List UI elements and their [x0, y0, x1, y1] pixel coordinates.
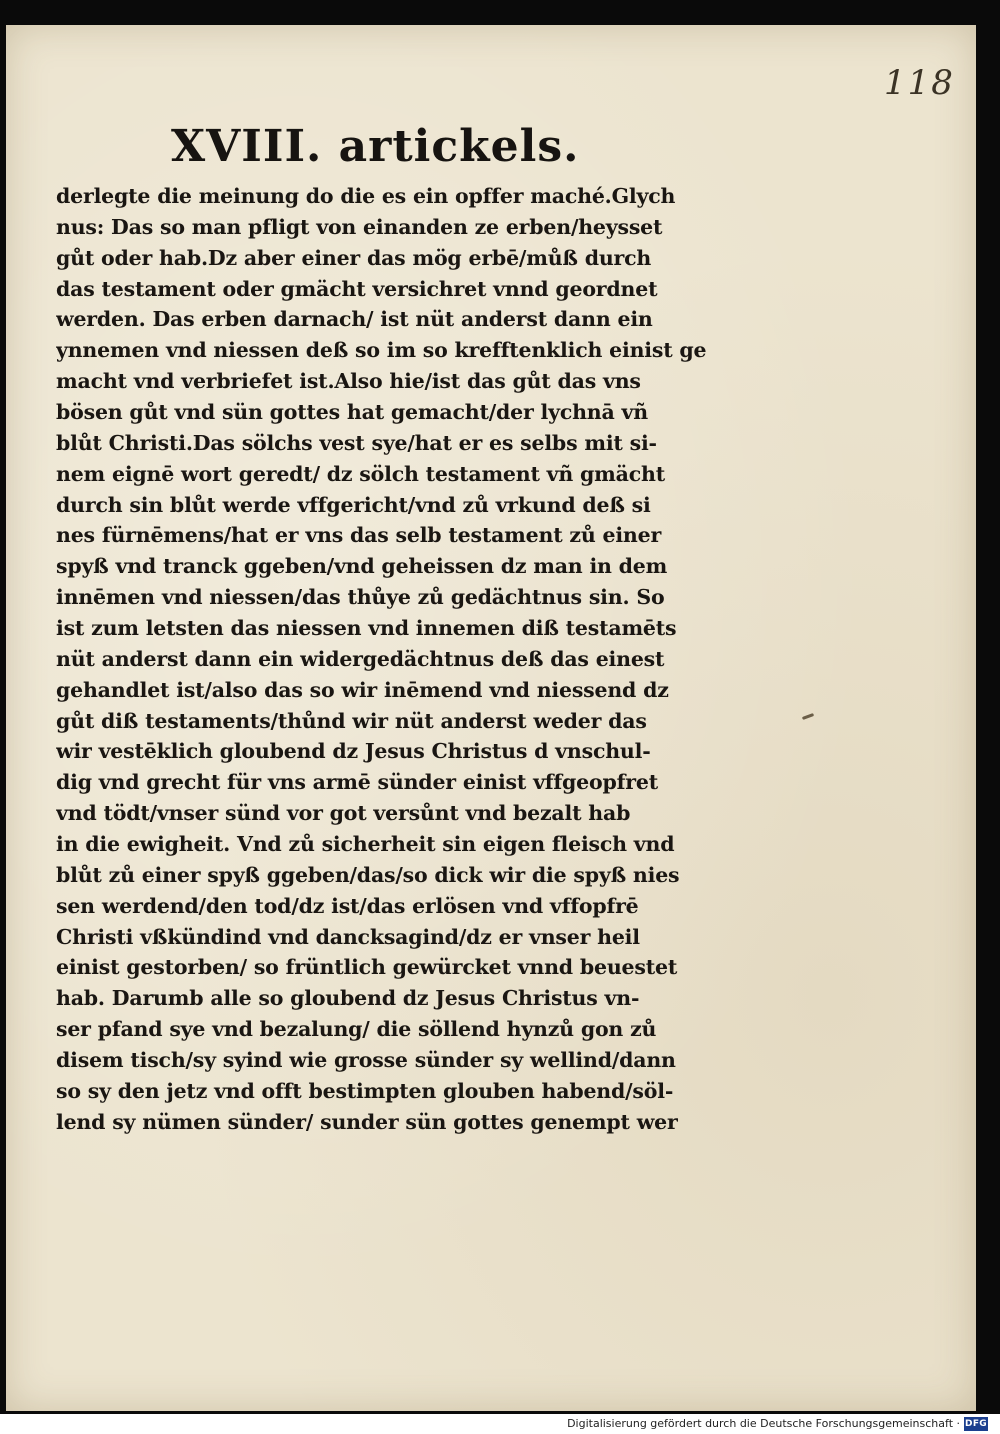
text-line: sen werdend/den tod/dz ist/das erlösen vnd vffopfrē — [56, 893, 639, 918]
text-line: nes fürnēmens/hat er vns das selb testament zů einer — [56, 523, 662, 548]
text-line: das testament oder gmächt versichret vnnd geordnet — [56, 276, 658, 301]
text-line: ser pfand sye vnd bezalung/ die söllend hynzů gon zů — [56, 1017, 657, 1042]
text-line: so sy den jetz vnd offt bestimpten glouben habend/söl- — [56, 1078, 674, 1103]
text-line: disem tisch/sy syind wie grosse sünder sy wellind/dann — [56, 1048, 676, 1073]
funding-credit: Digitalisierung gefördert durch die Deutsche Forschungsgemeinschaft · — [567, 1417, 960, 1430]
text-line: nem eignē wort geredt/ dz sölch testament vñ gmächt — [56, 461, 666, 486]
dfg-logo: DFG — [965, 1419, 987, 1429]
text-line: blůt zů einer spyß ggeben/das/so dick wir die spyß nies — [56, 862, 680, 887]
text-line: in die ewigheit. Vnd zů sicherheit sin eigen fleisch vnd — [56, 832, 675, 857]
text-line: nus: Das so man pfligt von einanden ze erben/heysset — [56, 214, 663, 239]
text-line: macht vnd verbriefet ist.Also hie/ist das gůt das vns — [56, 369, 641, 394]
text-line: gůt oder hab.Dz aber einer das mög erbē/můß durch — [56, 245, 652, 270]
text-line: innēmen vnd niessen/das thůye zů gedächtnus sin. So — [56, 585, 665, 610]
book-page — [6, 25, 976, 1411]
text-line: ynnemen vnd niessen deß so im so krefftenklich einist ge — [56, 338, 707, 363]
text-line: vnd tödt/vnser sünd vor got versůnt vnd bezalt hab — [56, 801, 631, 826]
running-head: XVIII. artickels. — [171, 121, 580, 172]
text-line: blůt Christi.Das sölchs vest sye/hat er es selbs mit si- — [56, 430, 657, 455]
text-line: lend sy nümen sünder/ sunder sün gottes genempt wer — [56, 1109, 678, 1134]
text-line: ist zum letsten das niessen vnd innemen diß testamēts — [56, 616, 677, 641]
text-line: werden. Das erben darnach/ ist nüt anderst dann ein — [56, 307, 653, 332]
text-line: spyß vnd tranck ggeben/vnd geheissen dz man in dem — [56, 554, 668, 579]
folio-number: 118 — [884, 63, 955, 103]
text-line: Christi vßkündind vnd dancksagind/dz er vnser heil — [56, 924, 640, 949]
text-line: wir vestēklich gloubend dz Jesus Christus d vnschul- — [56, 739, 651, 764]
text-line: dig vnd grecht für vns armē sünder einist vffgeopfret — [56, 770, 658, 795]
text-line: derlegte die meinung do die es ein opffer maché.Glych — [56, 184, 676, 208]
body-text — [56, 181, 716, 1138]
text-line: bösen gůt vnd sün gottes hat gemacht/der lychnā vñ — [56, 400, 648, 425]
text-line: einist gestorben/ so früntlich gewürcket vnnd beuestet — [56, 955, 678, 980]
ink-mark — [802, 713, 814, 720]
text-line: gůt diß testaments/thůnd wir nüt anderst weder das — [56, 708, 647, 733]
text-line: hab. Darumb alle so gloubend dz Jesus Christus vn- — [56, 986, 640, 1011]
text-line: gehandlet ist/also das so wir inēmend vnd niessend dz — [56, 677, 669, 702]
text-line: nüt anderst dann ein widergedächtnus deß das einest — [56, 646, 665, 671]
text-line: durch sin blůt werde vffgericht/vnd zů vrkund deß si — [56, 492, 651, 517]
